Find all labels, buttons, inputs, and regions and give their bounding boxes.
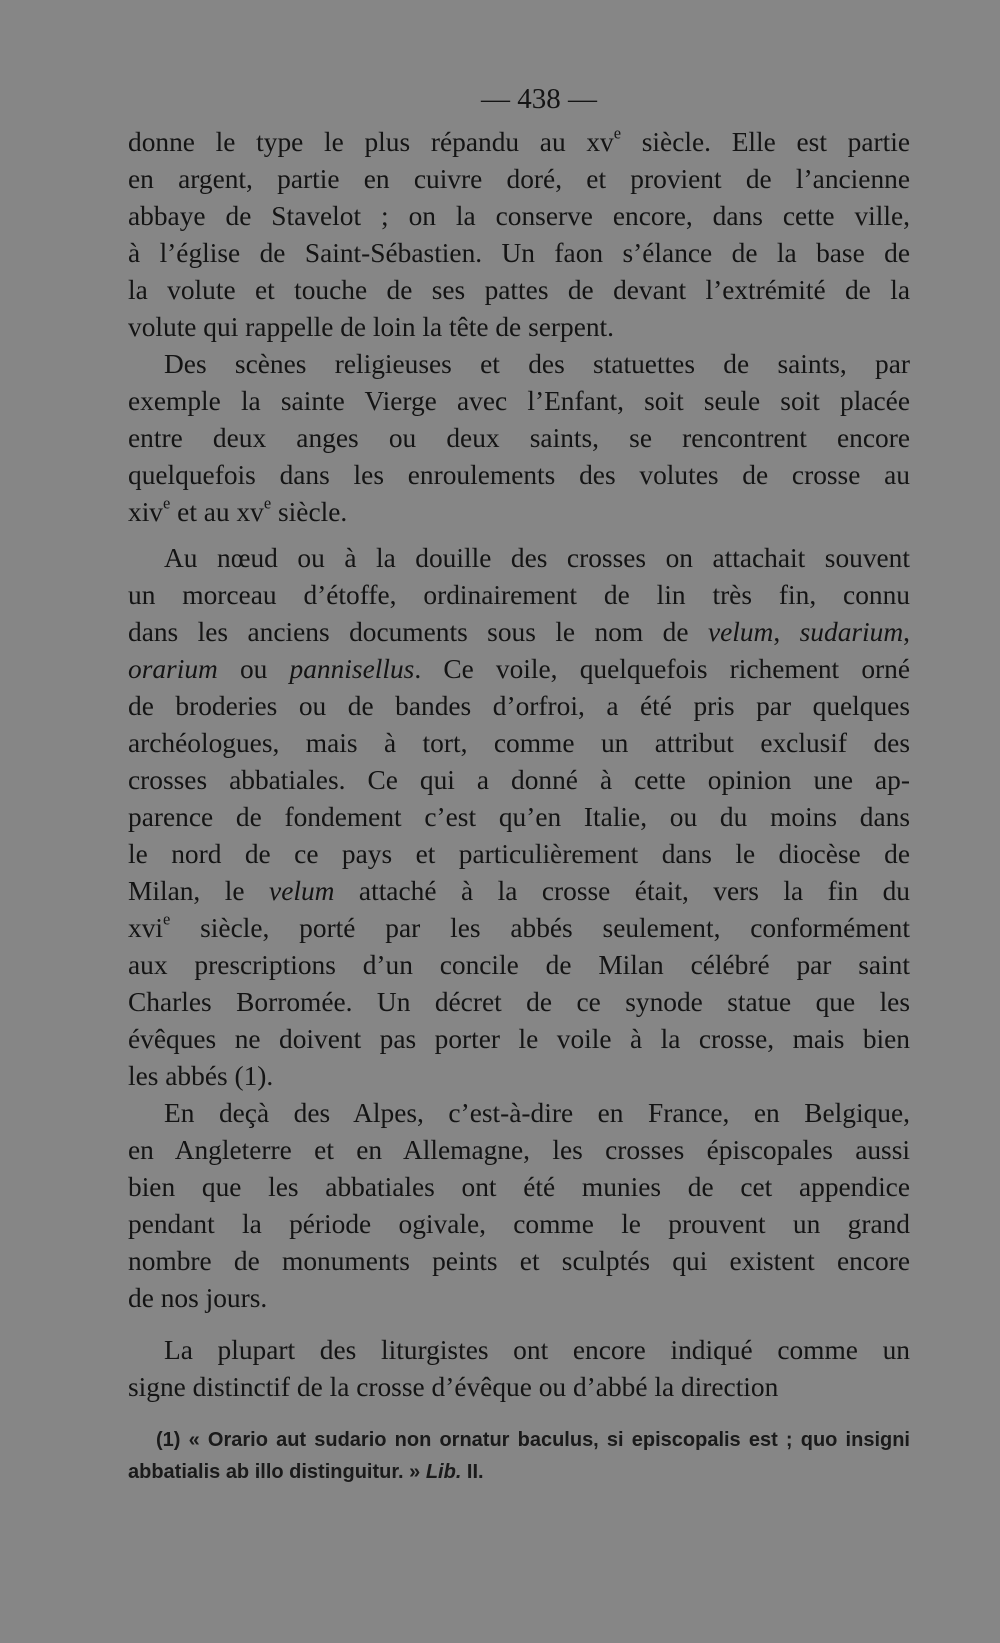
text-line: abbaye de Stavelot ; on la conserve encore, dans cette ville, xyxy=(128,201,910,232)
text-line: Au nœud ou à la douille des crosses on attachait souvent xyxy=(164,542,910,573)
text-line: xiv$^e$ et au $xv^e$ siècle. xyxy=(128,494,348,528)
text-line: la volute et touche de ses pattes de devant l’extrémité de la xyxy=(128,275,910,306)
text-line: crosses abbatiales. Ce qui a donné à cette opinion une ap- xyxy=(128,764,910,795)
body-text xyxy=(128,124,910,1406)
text-line: pendant la période ogivale, comme le prouvent un grand xyxy=(128,1209,910,1240)
text-line: entre deux anges ou deux saints, se rencontrent encore xyxy=(128,423,910,454)
text-line: Milan, le velum attaché à la crosse était, vers la fin du xyxy=(128,875,910,906)
paragraph xyxy=(128,1095,910,1317)
page-number: — 438 — xyxy=(481,83,597,115)
footnote-line: (1) « Orario aut sudario non ornatur baculus, si episcopalis est ; quo insigni xyxy=(156,1428,910,1451)
text-line: les abbés (1). xyxy=(128,1061,274,1092)
text-line: de broderies ou de bandes d’orfroi, a été pris par quelques xyxy=(128,690,910,721)
text-line: en argent, partie en cuivre doré, et provient de l’ancienne xyxy=(128,164,910,195)
paragraph xyxy=(128,124,910,346)
text-line: le nord de ce pays et particulièrement dans le diocèse de xyxy=(128,838,910,869)
paragraph xyxy=(128,1332,910,1406)
text-line: aux prescriptions d’un concile de Milan célébré par saint xyxy=(128,950,910,981)
footnote xyxy=(128,1424,910,1488)
text-line: quelquefois dans les enroulements des volutes de crosse au xyxy=(128,460,910,491)
text-line: de nos jours. xyxy=(128,1283,268,1314)
text-line: un morceau d’étoffe, ordinairement de lin très fin, connu xyxy=(128,579,910,610)
text-line: orarium ou pannisellus. Ce voile, quelquefois richement orné xyxy=(128,653,910,684)
text-line: parence de fondement c’est qu’en Italie, ou du moins dans xyxy=(128,801,910,832)
text-line: exemple la sainte Vierge avec l’Enfant, soit seule soit placée xyxy=(128,386,910,417)
text-line: Charles Borromée. Un décret de ce synode statue que les xyxy=(128,987,910,1018)
text-line: En deçà des Alpes, c’est-à-dire en France, en Belgique, xyxy=(164,1098,910,1129)
text-line: dans les anciens documents sous le nom de velum, sudarium, xyxy=(128,616,910,647)
text-line: évêques ne doivent pas porter le voile à la crosse, mais bien xyxy=(128,1024,910,1055)
text-line: donne le type le plus répandu au $xv^e$ siècle. Elle est partie xyxy=(128,123,911,157)
paragraph xyxy=(128,346,910,531)
paragraph xyxy=(128,540,910,1096)
footnote-line: abbatialis ab illo distinguitur. » Lib. II. xyxy=(128,1460,484,1483)
text-line: signe distinctif de la crosse d’évêque ou d’abbé la direction xyxy=(128,1371,779,1402)
text-line: bien que les abbatiales ont été munies de cet appendice xyxy=(128,1172,910,1203)
text-line: nombre de monuments peints et sculptés qui existent encore xyxy=(128,1246,910,1277)
text-line: xvi$^e$ siècle, porté par les abbés seulement, conformément xyxy=(128,909,910,943)
text-line: Des scènes religieuses et des statuettes de saints, par xyxy=(164,349,910,380)
text-line: en Angleterre et en Allemagne, les crosses épiscopales aussi xyxy=(128,1135,910,1166)
text-line: volute qui rappelle de loin la tête de serpent. xyxy=(128,312,615,343)
text-line: archéologues, mais à tort, comme un attribut exclusif des xyxy=(128,727,910,758)
text-line: à l’église de Saint-Sébastien. Un faon s’élance de la base de xyxy=(128,238,910,269)
book-page xyxy=(128,78,910,1488)
text-line: La plupart des liturgistes ont encore indiqué comme un xyxy=(164,1334,910,1365)
